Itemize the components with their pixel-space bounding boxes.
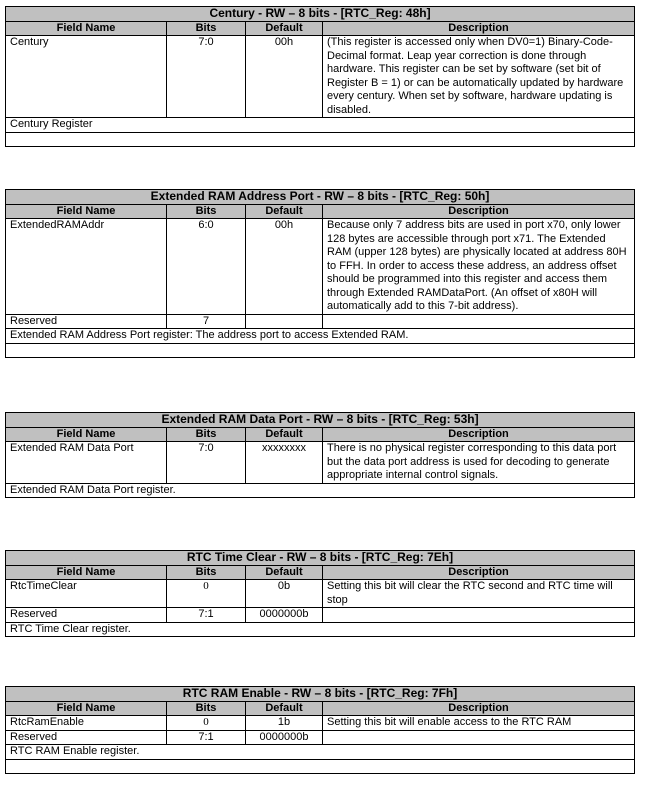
empty-row — [6, 132, 635, 146]
rtc-ram-enable-table — [5, 686, 635, 774]
table-row — [6, 442, 635, 484]
bits: 7:1 — [167, 730, 246, 745]
table-footer: Extended RAM Data Port register. — [6, 483, 635, 498]
header-description: Description — [323, 565, 635, 580]
header-default: Default — [246, 21, 323, 36]
rtc-time-clear-table — [5, 550, 635, 637]
field-name: ExtendedRAMAddr — [6, 219, 167, 315]
table-row — [6, 608, 635, 623]
default: 1b — [246, 716, 323, 731]
header-description: Description — [323, 701, 635, 716]
header-bits: Bits — [167, 21, 246, 36]
extended-ram-data-port-table — [5, 412, 635, 498]
table-footer: Century Register — [6, 118, 635, 133]
empty-row — [6, 759, 635, 773]
table-footer: Extended RAM Address Port register: The address port to access Extended RAM. — [6, 329, 635, 344]
default: 00h — [246, 36, 323, 118]
table-title: RTC RAM Enable - RW – 8 bits - [RTC_Reg: 7Fh] — [6, 687, 635, 702]
bits: 7 — [167, 314, 246, 329]
header-default: Default — [246, 204, 323, 219]
bits: 7:0 — [167, 36, 246, 118]
description — [323, 314, 635, 329]
header-description: Description — [323, 204, 635, 219]
header-field-name: Field Name — [6, 701, 167, 716]
bits: 6:0 — [167, 219, 246, 315]
table-title: Century - RW – 8 bits - [RTC_Reg: 48h] — [6, 7, 635, 22]
field-name: Reserved — [6, 608, 167, 623]
table-title: Extended RAM Address Port - RW – 8 bits - [RTC_Reg: 50h] — [6, 190, 635, 205]
default: 0b — [246, 580, 323, 608]
table-row — [6, 580, 635, 608]
description: Setting this bit will enable access to the RTC RAM — [323, 716, 635, 731]
bits: 0 — [167, 716, 246, 731]
default: 0000000b — [246, 608, 323, 623]
table-row — [6, 219, 635, 315]
table-title: Extended RAM Data Port - RW – 8 bits - [RTC_Reg: 53h] — [6, 413, 635, 428]
field-name: RtcRamEnable — [6, 716, 167, 731]
century-register-table — [5, 6, 635, 147]
default: xxxxxxxx — [246, 442, 323, 484]
header-bits: Bits — [167, 565, 246, 580]
field-name: Reserved — [6, 730, 167, 745]
table-title: RTC Time Clear - RW – 8 bits - [RTC_Reg: 7Eh] — [6, 551, 635, 566]
header-default: Default — [246, 565, 323, 580]
field-name: RtcTimeClear — [6, 580, 167, 608]
field-name: Extended RAM Data Port — [6, 442, 167, 484]
empty-row — [6, 343, 635, 357]
description: Setting this bit will clear the RTC second and RTC time will stop — [323, 580, 635, 608]
description — [323, 608, 635, 623]
description: There is no physical register corresponding to this data port but the data port address is used for decoding to generate appropriate internal control signals. — [323, 442, 635, 484]
extended-ram-address-port-table — [5, 189, 635, 358]
header-field-name: Field Name — [6, 427, 167, 442]
description — [323, 730, 635, 745]
description: (This register is accessed only when DV0=1) Binary-Code-Decimal format. Leap year correction is done through hardware. This register can be set by software (set bit of Register B = 1) or can be automatically updated by hardware every century. When set by software, hardware updating is disabled. — [323, 36, 635, 118]
table-row — [6, 314, 635, 329]
table-footer: RTC Time Clear register. — [6, 622, 635, 637]
table-row — [6, 36, 635, 118]
header-field-name: Field Name — [6, 21, 167, 36]
description: Because only 7 address bits are used in port x70, only lower 128 bytes are accessible through port x71. The Extended RAM (upper 128 bytes) are physically located at address 80H to FFH. In order to access these address, an address offset should be programmed into this register and access them through Extended RAMDataPort. (An offset of x80H will automatically add to this 7-bit address). — [323, 219, 635, 315]
table-row — [6, 716, 635, 731]
table-row — [6, 730, 635, 745]
header-bits: Bits — [167, 427, 246, 442]
header-description: Description — [323, 21, 635, 36]
field-name: Century — [6, 36, 167, 118]
header-default: Default — [246, 427, 323, 442]
header-description: Description — [323, 427, 635, 442]
bits: 7:0 — [167, 442, 246, 484]
bits: 7:1 — [167, 608, 246, 623]
default: 00h — [246, 219, 323, 315]
header-bits: Bits — [167, 204, 246, 219]
bits: 0 — [167, 580, 246, 608]
default — [246, 314, 323, 329]
header-default: Default — [246, 701, 323, 716]
default: 0000000b — [246, 730, 323, 745]
header-bits: Bits — [167, 701, 246, 716]
field-name: Reserved — [6, 314, 167, 329]
header-field-name: Field Name — [6, 565, 167, 580]
header-field-name: Field Name — [6, 204, 167, 219]
table-footer: RTC RAM Enable register. — [6, 745, 635, 760]
